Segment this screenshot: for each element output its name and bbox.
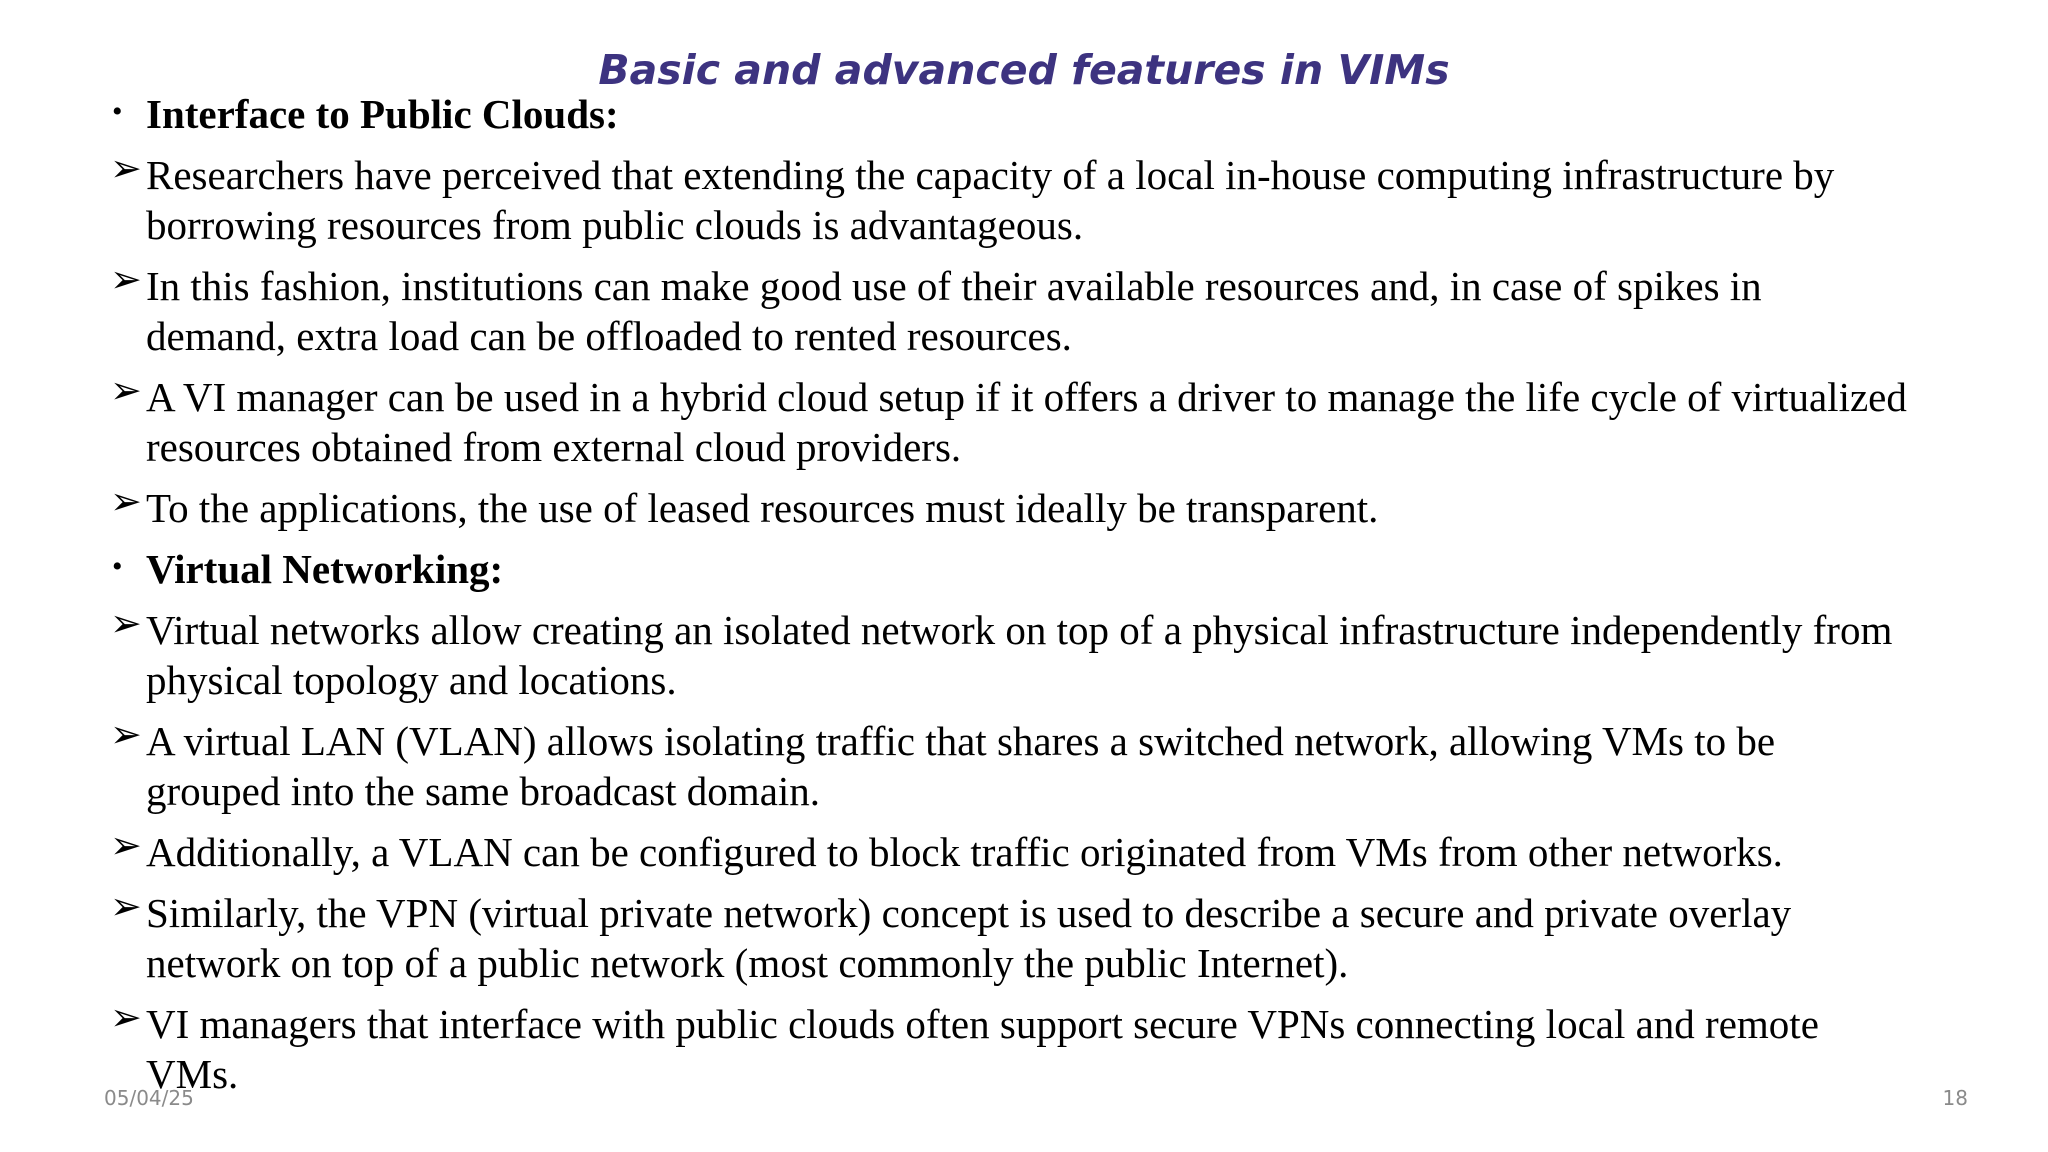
list-item-text: Similarly, the VPN (virtual private network) concept is used to describe a secure and private overlay network on top of a public network (most commonly the public Internet). bbox=[146, 890, 1792, 986]
list-item-text: Researchers have perceived that extending the capacity of a local in-house computing infrastructure by borrowing resources from public clouds is advantageous. bbox=[146, 152, 1835, 248]
list-item-text: Additionally, a VLAN can be configured to block traffic originated from VMs from other networks. bbox=[146, 829, 1783, 875]
list-item-text: In this fashion, institutions can make good use of their available resources and, in case of spikes in demand, extra load can be offloaded to rented resources. bbox=[146, 263, 1762, 359]
arrow-bullet-icon: ➢ bbox=[110, 481, 142, 523]
list-item bbox=[108, 150, 1908, 250]
list-item bbox=[108, 261, 1908, 361]
section-heading-virtual-networking bbox=[108, 544, 1908, 594]
bullet-icon: • bbox=[112, 550, 123, 583]
arrow-bullet-icon: ➢ bbox=[110, 259, 142, 301]
list-item bbox=[108, 483, 1908, 533]
list-item-text: To the applications, the use of leased resources must ideally be transparent. bbox=[146, 485, 1379, 531]
arrow-bullet-icon: ➢ bbox=[110, 714, 142, 756]
arrow-bullet-icon: ➢ bbox=[110, 370, 142, 412]
arrow-bullet-icon: ➢ bbox=[110, 148, 142, 190]
footer-date: 05/04/25 bbox=[104, 1086, 194, 1110]
list-item bbox=[108, 999, 1908, 1099]
list-item bbox=[108, 827, 1908, 877]
bullet-icon: • bbox=[112, 95, 123, 128]
list-item bbox=[108, 372, 1908, 472]
section-heading-public-clouds bbox=[108, 89, 1908, 139]
list-item-text: A VI manager can be used in a hybrid cloud setup if it offers a driver to manage the life cycle of virtualized resources obtained from external cloud providers. bbox=[146, 374, 1907, 470]
page-number: 18 bbox=[1942, 1086, 1968, 1110]
list-item bbox=[108, 605, 1908, 705]
list-item-text: VI managers that interface with public clouds often support secure VPNs connecting local and remote VMs. bbox=[146, 1001, 1819, 1097]
list-item-text: A virtual LAN (VLAN) allows isolating traffic that shares a switched network, allowing VMs to be grouped into the same broadcast domain. bbox=[146, 718, 1776, 814]
arrow-bullet-icon: ➢ bbox=[110, 825, 142, 867]
list-item bbox=[108, 888, 1908, 988]
heading-text: Interface to Public Clouds: bbox=[146, 91, 619, 137]
arrow-bullet-icon: ➢ bbox=[110, 886, 142, 928]
arrow-bullet-icon: ➢ bbox=[110, 997, 142, 1039]
slide-title: Basic and advanced features in VIMs bbox=[598, 46, 1450, 94]
list-item-text: Virtual networks allow creating an isolated network on top of a physical infrastructure independently from physical topology and locations. bbox=[146, 607, 1893, 703]
list-item bbox=[108, 716, 1908, 816]
arrow-bullet-icon: ➢ bbox=[110, 603, 142, 645]
heading-text: Virtual Networking: bbox=[146, 546, 504, 592]
slide-content bbox=[108, 89, 1908, 1110]
